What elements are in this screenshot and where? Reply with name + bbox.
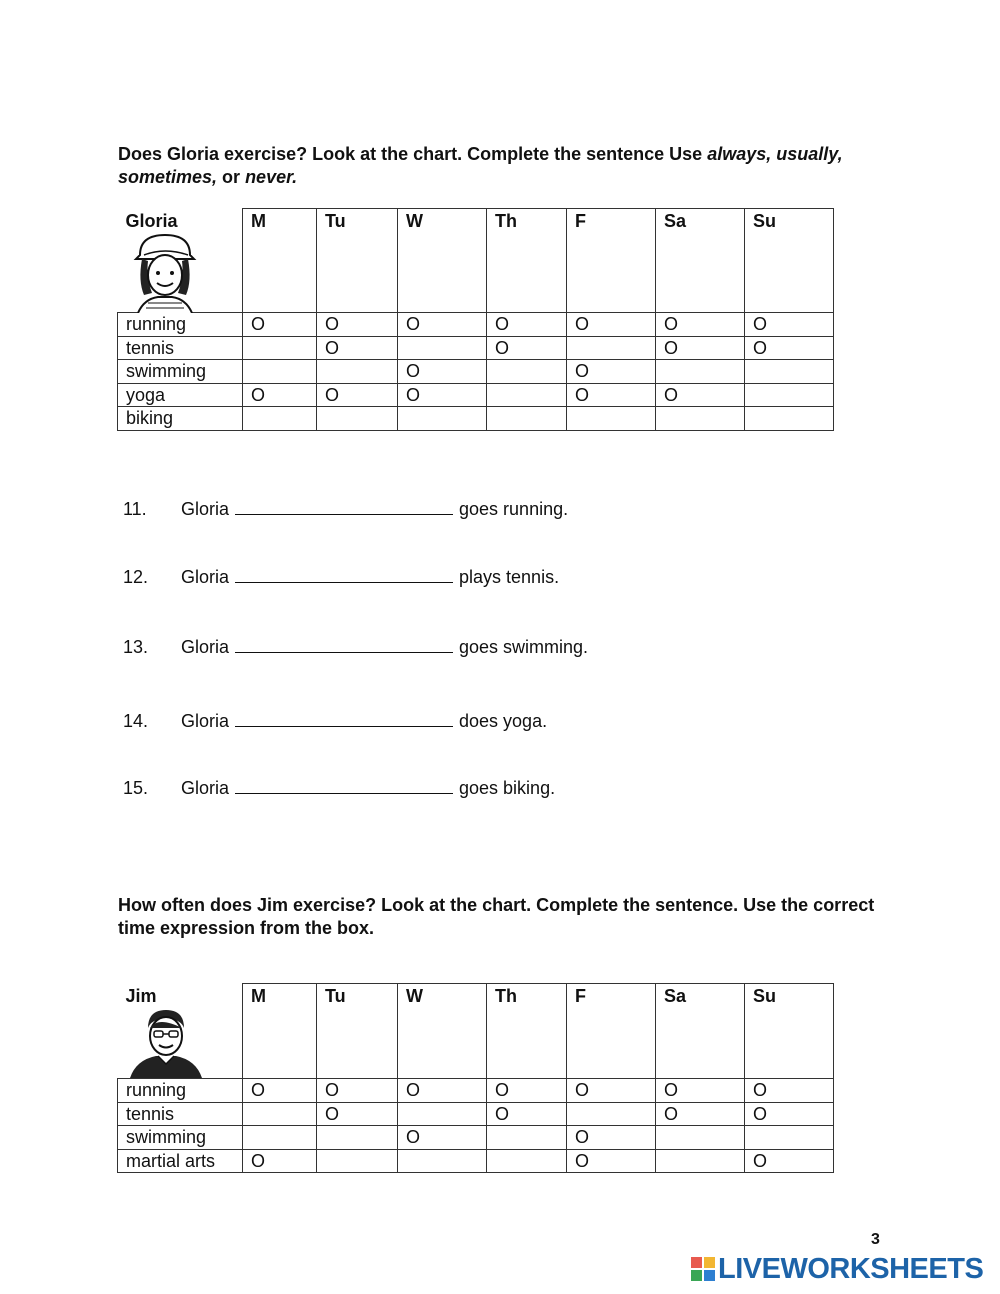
activity-row: [118, 336, 834, 360]
activity-row: [118, 1126, 834, 1150]
chart-name-cell: [118, 984, 243, 1079]
instructions-text: Does Gloria exercise? Look at the chart. Complete the sentence Use: [118, 144, 708, 164]
chart-name: Jim: [125, 985, 157, 1006]
activity-row: [118, 1149, 834, 1173]
day-mark-cell: O: [656, 1079, 745, 1103]
day-mark-cell: [243, 336, 317, 360]
activity-label: swimming: [118, 1126, 243, 1150]
day-mark-cell: [656, 1149, 745, 1173]
question-number: 14.: [123, 711, 149, 731]
day-mark-cell: [398, 1149, 487, 1173]
day-header-th: Th: [487, 209, 567, 313]
day-header-su: Su: [745, 209, 834, 313]
activity-row: [118, 313, 834, 337]
day-mark-cell: O: [317, 1079, 398, 1103]
day-mark-cell: [487, 407, 567, 431]
day-mark-cell: O: [745, 1149, 834, 1173]
liveworksheets-logo-icon: [690, 1256, 716, 1282]
liveworksheets-brand: LIVEWORKSHEETS: [718, 1253, 984, 1285]
day-mark-cell: [745, 1126, 834, 1150]
day-mark-cell: [567, 1102, 656, 1126]
chart-header-row: [118, 984, 834, 1079]
day-mark-cell: [745, 383, 834, 407]
chart-name-cell: [118, 209, 243, 313]
activity-label: running: [118, 1079, 243, 1103]
activity-label: tennis: [118, 336, 243, 360]
question-11: [123, 498, 568, 520]
day-mark-cell: [243, 360, 317, 384]
day-header-w: W: [398, 984, 487, 1079]
day-mark-cell: O: [398, 1079, 487, 1103]
day-mark-cell: O: [243, 383, 317, 407]
liveworksheets-logo: [690, 1254, 983, 1284]
question-rest: goes running.: [459, 499, 569, 519]
girl-with-cap-icon: [132, 233, 198, 318]
jim-exercise-chart: [117, 983, 834, 1173]
day-mark-cell: O: [243, 313, 317, 337]
day-mark-cell: O: [398, 360, 487, 384]
answer-blank[interactable]: [235, 778, 453, 794]
day-mark-cell: O: [487, 313, 567, 337]
activity-label: yoga: [118, 383, 243, 407]
question-15: [123, 777, 555, 799]
day-header-su: Su: [745, 984, 834, 1079]
chart-header-row: [118, 209, 834, 313]
day-mark-cell: [317, 1126, 398, 1150]
activity-label: martial arts: [118, 1149, 243, 1173]
day-mark-cell: O: [487, 1102, 567, 1126]
day-mark-cell: [243, 1126, 317, 1150]
question-rest: goes biking.: [459, 778, 556, 798]
question-number: 12.: [123, 567, 149, 587]
day-mark-cell: O: [656, 336, 745, 360]
man-portrait-icon: [128, 1008, 204, 1083]
day-header-tu: Tu: [317, 209, 398, 313]
day-header-sa: Sa: [656, 209, 745, 313]
day-mark-cell: [487, 360, 567, 384]
activity-row: [118, 407, 834, 431]
day-mark-cell: O: [745, 336, 834, 360]
activity-row: [118, 1079, 834, 1103]
question-subject: Gloria: [181, 499, 230, 519]
day-header-f: F: [567, 984, 656, 1079]
question-number: 11.: [123, 499, 147, 519]
day-mark-cell: O: [745, 313, 834, 337]
day-header-w: W: [398, 209, 487, 313]
day-header-tu: Tu: [317, 984, 398, 1079]
activity-row: [118, 360, 834, 384]
question-subject: Gloria: [181, 567, 230, 587]
question-number: 15.: [123, 778, 149, 798]
activity-row: [118, 383, 834, 407]
day-mark-cell: [398, 407, 487, 431]
day-header-m: M: [243, 209, 317, 313]
answer-blank[interactable]: [235, 637, 453, 653]
day-mark-cell: O: [567, 383, 656, 407]
question-14: [123, 710, 547, 732]
keyword-sometimes: sometimes,: [118, 167, 218, 187]
gloria-exercise-chart: [117, 208, 834, 431]
day-mark-cell: [487, 383, 567, 407]
activity-label: biking: [118, 407, 243, 431]
day-mark-cell: [656, 407, 745, 431]
question-rest: does yoga.: [459, 711, 548, 731]
answer-blank[interactable]: [235, 499, 453, 515]
day-mark-cell: [317, 1149, 398, 1173]
chart-name: Gloria: [125, 210, 178, 231]
day-mark-cell: [656, 1126, 745, 1150]
jim-instructions: How often does Jim exercise? Look at the chart. Complete the sentence. Use the correct time expression from the box.: [118, 895, 875, 938]
keyword-never: never.: [245, 167, 298, 187]
keyword-usually: usually,: [776, 144, 843, 164]
question-subject: Gloria: [181, 711, 230, 731]
activity-label: running: [118, 313, 243, 337]
day-mark-cell: [243, 1102, 317, 1126]
day-mark-cell: O: [317, 1102, 398, 1126]
day-header-f: F: [567, 209, 656, 313]
day-mark-cell: [243, 407, 317, 431]
day-mark-cell: O: [567, 360, 656, 384]
day-mark-cell: O: [745, 1102, 834, 1126]
day-mark-cell: [487, 1126, 567, 1150]
day-header-sa: Sa: [656, 984, 745, 1079]
question-number: 13.: [123, 637, 149, 657]
day-mark-cell: O: [745, 1079, 834, 1103]
day-mark-cell: [317, 360, 398, 384]
keyword-always: always,: [707, 144, 772, 164]
day-mark-cell: O: [567, 313, 656, 337]
gloria-instructions: [118, 143, 888, 189]
day-mark-cell: [398, 1102, 487, 1126]
answer-blank[interactable]: [235, 567, 453, 583]
day-mark-cell: O: [317, 313, 398, 337]
day-mark-cell: O: [656, 1102, 745, 1126]
day-mark-cell: O: [317, 383, 398, 407]
question-rest: plays tennis.: [459, 567, 560, 587]
day-header-m: M: [243, 984, 317, 1079]
activity-label: swimming: [118, 360, 243, 384]
day-mark-cell: O: [243, 1079, 317, 1103]
day-mark-cell: O: [243, 1149, 317, 1173]
question-rest: goes swimming.: [459, 637, 589, 657]
day-header-th: Th: [487, 984, 567, 1079]
day-mark-cell: O: [398, 1126, 487, 1150]
day-mark-cell: O: [567, 1079, 656, 1103]
day-mark-cell: O: [317, 336, 398, 360]
question-12: [123, 566, 559, 588]
day-mark-cell: O: [567, 1126, 656, 1150]
day-mark-cell: [567, 336, 656, 360]
day-mark-cell: O: [398, 383, 487, 407]
question-13: [123, 636, 588, 658]
day-mark-cell: [567, 407, 656, 431]
day-mark-cell: O: [487, 336, 567, 360]
activity-label: tennis: [118, 1102, 243, 1126]
day-mark-cell: O: [487, 1079, 567, 1103]
page-number: 3: [871, 1231, 880, 1248]
day-mark-cell: [487, 1149, 567, 1173]
day-mark-cell: [745, 360, 834, 384]
day-mark-cell: [656, 360, 745, 384]
day-mark-cell: O: [567, 1149, 656, 1173]
activity-row: [118, 1102, 834, 1126]
day-mark-cell: O: [398, 313, 487, 337]
day-mark-cell: O: [656, 313, 745, 337]
question-subject: Gloria: [181, 778, 230, 798]
instructions-or: or: [217, 167, 246, 187]
day-mark-cell: O: [656, 383, 745, 407]
question-subject: Gloria: [181, 637, 230, 657]
day-mark-cell: [398, 336, 487, 360]
day-mark-cell: [745, 407, 834, 431]
day-mark-cell: [317, 407, 398, 431]
answer-blank[interactable]: [235, 711, 453, 727]
